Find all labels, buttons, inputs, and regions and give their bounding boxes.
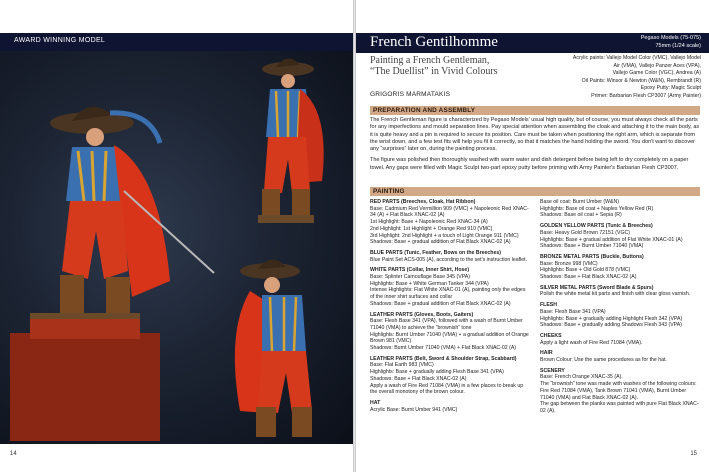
main-base-top: [30, 317, 140, 339]
award-header-label: AWARD WINNING MODEL: [14, 37, 106, 44]
paint-entry-title: FLESH: [540, 302, 558, 309]
paint-entry-line: Highlights: Base oil coat + Naples Yellow Red (R): [540, 205, 654, 212]
paragraph: The figure was polished then thoroughly washed with warm water and dish detergent before being left to dry completely on a paper towel. Any gaps were filled with Magic Sculpt two-part epoxy putty before priming with Army Painter's Barbarian Flesh CP3007.: [370, 157, 689, 171]
main-left-boot: [60, 275, 84, 313]
main-breeches: [62, 201, 128, 279]
paint-entry-line: Highlights: Base + White German Tanker 344 (VPA): [370, 280, 489, 287]
author-name: GRIGORIS MARMATAKIS: [370, 91, 451, 98]
main-base-ground: [30, 313, 140, 319]
paint-entry-line: Apply a wash of Fire Red 71084 (VMA) in a few places to break up the overall monotony of the brown colour.: [370, 382, 524, 396]
paint-entry-line: Shadows: Base + Flat Black XNAC-02 (A): [370, 375, 467, 382]
paint-entry-line: Base: Splinter Camouflage Base 345 (VPA): [370, 274, 470, 281]
model-info: [641, 35, 701, 50]
paint-entry-line: Base: Flat Earth 983 (VMC): [370, 362, 434, 369]
paint-entry-line: Apply a light wash of Fire Red 71084 (VMA).: [540, 339, 643, 346]
model-maker: Pegaso Models (75-075): [640, 35, 701, 41]
main-base-plinth: [10, 333, 160, 441]
section-preparation-heading: [370, 106, 700, 115]
paint-entry-line: Base: French Orange XNAC-35 (A).: [540, 374, 623, 381]
paint-entry-line: Shadows: Burnt Umber 71040 (VMA) + Flat Black XNAC-02 (A): [370, 345, 517, 352]
subtitle-line: “The Duellist” in Vivid Colours: [370, 66, 498, 77]
paint-entry-line: Base: Cadmium Red Vermillion 909 (VMC) + Napoleonic Red XNAC-34 (A) + Flat Black XNAC-02 (A): [370, 205, 529, 219]
paint-entry-line: Shadows: Base + Burnt Umber 71040 (VMA): [540, 243, 644, 250]
paint-entry-line: Base oil coat: Burnt Umber (W&N): [540, 199, 619, 205]
main-face: [86, 128, 104, 146]
paint-entry-title: SCENERY: [540, 367, 565, 374]
paints-line: Vallejo Game Color (VGC), Andrea (A): [612, 70, 701, 77]
paint-entry-line: The “brownish” tone was made with washes of the following colours: Fire Red 71084 (VMA), Tank Brown 71041 (VMA), Burnt Umber 71040 (VMA) and Flat Black XNAC-02 (A).: [540, 381, 697, 401]
paint-entry-line: Highlights: Base + gradually adding Flesh Base 341 (VPA): [370, 369, 504, 376]
paint-entry: [370, 312, 530, 352]
paint-entry: [370, 250, 530, 263]
paint-entry-line: Brown Colour: Use the same procedures as for the hat.: [540, 357, 667, 364]
subtitle-line: Painting a French Gentleman,: [370, 55, 490, 66]
page-number-right: 15: [690, 451, 697, 457]
paint-entry-line: Shadows: Base + gradual addition of Flat Black XNAC-02 (A): [370, 239, 511, 246]
painting-column-left: [370, 199, 530, 417]
paint-entry-title: RED PARTS (Breeches, Cloak, Hat Ribbon): [370, 199, 476, 205]
section-painting-heading: [370, 187, 700, 196]
paragraph: The French Gentleman figure is characterized by Pegaso Models' usual high quality, but of course, you must always check all the parts for any imperfections and mould separation lines. Pay special attention when assembling the cloak and attaching it to the main body, as it is quite heavy and a pin is required to secure its position. Care must be taken when positioning the right arm, which is separate from the wrist down, and a few test fits will help you fit it correctly, so that it matches the hand holding the sword. You don't want to discover any “surprises” later on, during the painting process.: [370, 117, 700, 153]
paint-entry-line: Blue Paint Set ACS-005 (A), according to the set's instruction leaflet.: [370, 256, 527, 263]
paint-entry: [540, 333, 700, 346]
figure-photographs: [0, 51, 353, 444]
paint-entry-line: Highlights: Base + Old Gold 878 (VMC): [540, 267, 631, 274]
right-page: [356, 0, 709, 472]
paint-entry-line: Shadows: Base + gradual addition of Flat Black XNAC-02 (A): [370, 300, 511, 307]
paint-entry-line: Base: Heavy Gold Brown 72151 (VGC): [540, 229, 630, 236]
paint-entry: [540, 368, 700, 415]
award-header-band: [0, 33, 353, 51]
paint-entry-line: Polish the white metal kit parts and finish with clear gloss varnish.: [540, 291, 691, 298]
paint-entry-line: Shadows: Base + gradually adding Shadows Flesh 343 (VPA): [540, 322, 682, 329]
paint-entry-line: Acrylic Base: Burnt Umber 941 (VMC): [370, 406, 458, 413]
paint-entry-title: BRONZE METAL PARTS (Buckle, Buttons): [540, 253, 644, 260]
paint-entry-line: Shadows: Base oil coat + Sepia (R): [540, 212, 622, 219]
paint-entry-line: Highlights: Base + gradually adding Highlight Flesh 342 (VPA): [540, 315, 683, 322]
paint-entry: [370, 199, 530, 246]
figure-illustration: [0, 51, 353, 444]
paint-entry: [540, 285, 700, 298]
top-figure: [258, 58, 324, 223]
main-right-boot: [106, 277, 130, 313]
paints-used-list: [526, 55, 701, 101]
paint-entry-title: LEATHER PARTS (Gloves, Boots, Gaiters): [370, 311, 474, 318]
paints-line: Epoxy Putty: Magic Sculpt: [640, 85, 701, 92]
paint-entry-line: 2nd Highlight: 1st Highlight + Orange Red 910 (VMC): [370, 225, 493, 232]
paint-entry-line: The gap between the planks was painted with pure Flat Black XNAC-02 (A).: [540, 401, 699, 414]
paint-entry: [540, 254, 700, 281]
paint-entry-title: HAT: [370, 399, 381, 406]
preparation-text: [370, 117, 700, 176]
paints-line: Primer: Barbarian Flesh CP3007 (Army Painter): [591, 92, 701, 99]
paint-entry-line: Highlights: Base + gradual addition of Flat White XNAC-01 (A): [540, 236, 683, 243]
paint-entry: [370, 267, 530, 307]
article-title: French Gentilhomme: [370, 34, 498, 50]
paint-entry: [540, 350, 700, 363]
paint-entry: [540, 199, 700, 219]
section-heading-label: PAINTING: [373, 188, 405, 195]
paint-entry: [540, 223, 700, 250]
section-heading-label: PREPARATION AND ASSEMBLY: [373, 107, 476, 114]
page-number-left: 14: [10, 451, 17, 457]
paint-entry: [370, 400, 530, 413]
paint-entry-line: Highlights: Burnt Umber 71040 (VMA) + a gradual addition of Orange Brown 981 (VMC): [370, 331, 529, 345]
paint-entry-line: Base: Flesh Base 341 (VPA), followed with a wash of Burnt Umber 71040 (VMA) to achieve the “brownish” tone: [370, 318, 523, 331]
paints-line: Air (VMA), Vallejo Panzer Aces (VPA),: [613, 62, 701, 69]
paint-entry-title: LEATHER PARTS (Belt, Sword & Shoulder Strap, Scabbard): [370, 355, 517, 362]
model-scale: 75mm (1/24 scale): [655, 42, 701, 49]
paint-entry-line: Shadows: Base + Flat Black XNAC-02 (A): [540, 274, 637, 281]
paint-entry-line: Base: Bronze 998 (VMC): [540, 260, 598, 267]
paint-entry-title: SILVER METAL PARTS (Sword Blade & Spurs): [540, 284, 654, 291]
bottom-figure: [235, 259, 312, 437]
paint-entry: [540, 302, 700, 329]
title-band: [356, 33, 709, 53]
painting-column-right: [540, 199, 700, 419]
main-figure: [10, 107, 214, 441]
paint-entry-title: CHEEKS: [540, 332, 562, 339]
paint-entry-title: GOLDEN YELLOW PARTS (Tunic & Breeches): [540, 223, 653, 230]
paints-line: Oil Paints: Winsor & Newton (W&N), Rembrandt (R): [581, 77, 701, 84]
paint-entry-title: WHITE PARTS (Collar, Inner Shirt, Hose): [370, 267, 470, 274]
paint-entry-line: 1st Highlight: Base + Napoleonic Red XNAC-34 (A): [370, 219, 488, 226]
paints-line: Acrylic paints: Vallejo Model Color (VMC), Vallejo Model: [572, 55, 701, 61]
paint-entry-line: 3rd Highlight: 2nd Highlight + a touch of Light Orange 911 (VMC): [370, 232, 519, 239]
paint-entry-title: HAIR: [540, 350, 553, 357]
paint-entry: [370, 356, 530, 396]
paint-entry-line: Intense Highlights: Flat White XNAC-01 (A), painting only the edges of the inner shirt surfaces and collar: [370, 287, 526, 301]
paint-entry-title: BLUE PARTS (Tunic, Feather, Bows on the Breeches): [370, 249, 501, 256]
article-subtitle: [370, 55, 535, 77]
left-page: [0, 0, 353, 472]
paint-entry-line: Base: Flesh Base 341 (VPA): [540, 308, 606, 315]
